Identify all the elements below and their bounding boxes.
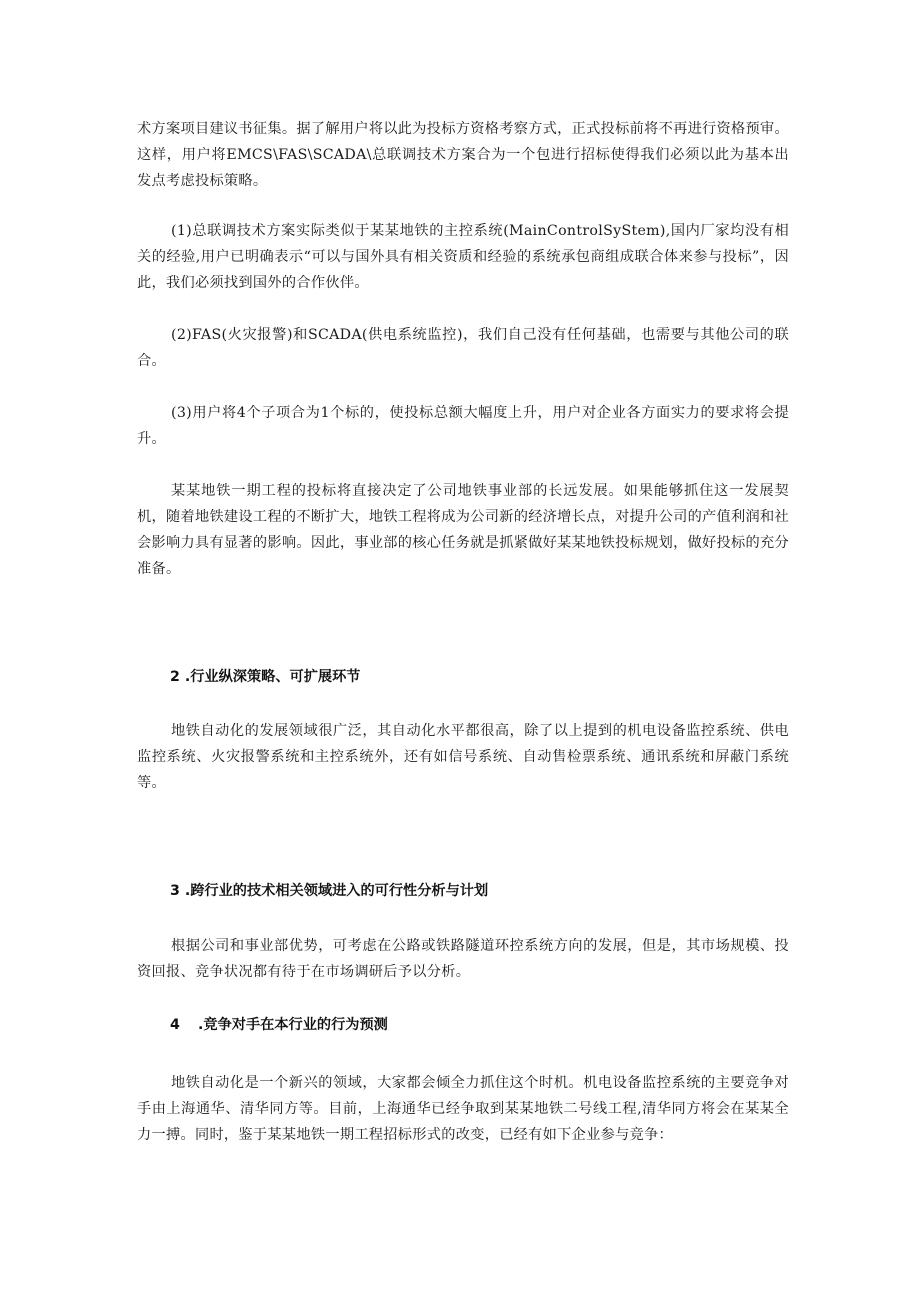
paragraph-point-2: (2)FAS(火灾报警)和SCADA(供电系统监控)，我们自己没有任何基础，也需要与其他公司的联合。 xyxy=(137,327,789,369)
section-4-title: .竞争对手在本行业的行为预测 xyxy=(198,1017,388,1033)
section-2-title: .行业纵深策略、可扩展环节 xyxy=(184,669,361,685)
paragraph-intro: 术方案项目建议书征集。据了解用户将以此为投标方资格考察方式，正式投标前将不再进行资格预审。这样，用户将EMCS\FAS\SCADA\总联调技术方案合为一个包进行招标使得我们必须以此为基本出发点考虑投标策略。 xyxy=(137,121,789,189)
section-4-heading xyxy=(170,1014,388,1036)
paragraph-point-1: (1)总联调技术方案实际类似于某某地铁的主控系统(MainControlSyStem),国内厂家均没有相关的经验,用户已明确表示“可以与国外具有相关资质和经验的系统承包商组成联合体来参与投标”，因此，我们必须找到国外的合作伙伴。 xyxy=(137,223,789,291)
section-4-body: 地铁自动化是一个新兴的领域，大家都会倾全力抓住这个时机。机电设备监控系统的主要竞争对手由上海通华、清华同方等。目前，上海通华已经争取到某某地铁二号线工程,清华同方将会在某某全力一搏。同时，鉴于某某地铁一期工程招标形式的改变，已经有如下企业参与竞争： xyxy=(137,1075,789,1143)
section-3-heading xyxy=(170,880,488,902)
section-4-number: 4 xyxy=(170,1017,180,1033)
section-3-body: 根据公司和事业部优势，可考虑在公路或铁路隧道环控系统方向的发展，但是，其市场规模、投资回报、竞争状况都有待于在市场调研后予以分析。 xyxy=(137,938,789,980)
section-2-body: 地铁自动化的发展领域很广泛，其自动化水平都很高，除了以上提到的机电设备监控系统、供电监控系统、火灾报警系统和主控系统外，还有如信号系统、自动售检票系统、通讯系统和屏蔽门系统等。 xyxy=(137,723,789,791)
section-3-title: .跨行业的技术相关领域进入的可行性分析与计划 xyxy=(184,883,489,899)
section-2-heading xyxy=(170,666,360,688)
section-3-number: 3 xyxy=(170,883,180,899)
paragraph-strategy: 某某地铁一期工程的投标将直接决定了公司地铁事业部的长远发展。如果能够抓住这一发展契机，随着地铁建设工程的不断扩大，地铁工程将成为公司新的经济增长点，对提升公司的产值利润和社会影响力具有显著的影响。因此，事业部的核心任务就是抓紧做好某某地铁投标规划，做好投标的充分准备。 xyxy=(137,483,789,577)
section-2-number: 2 xyxy=(170,669,180,685)
paragraph-point-3: (3)用户将4个子项合为1个标的，使投标总额大幅度上升，用户对企业各方面实力的要求将会提升。 xyxy=(137,405,789,447)
